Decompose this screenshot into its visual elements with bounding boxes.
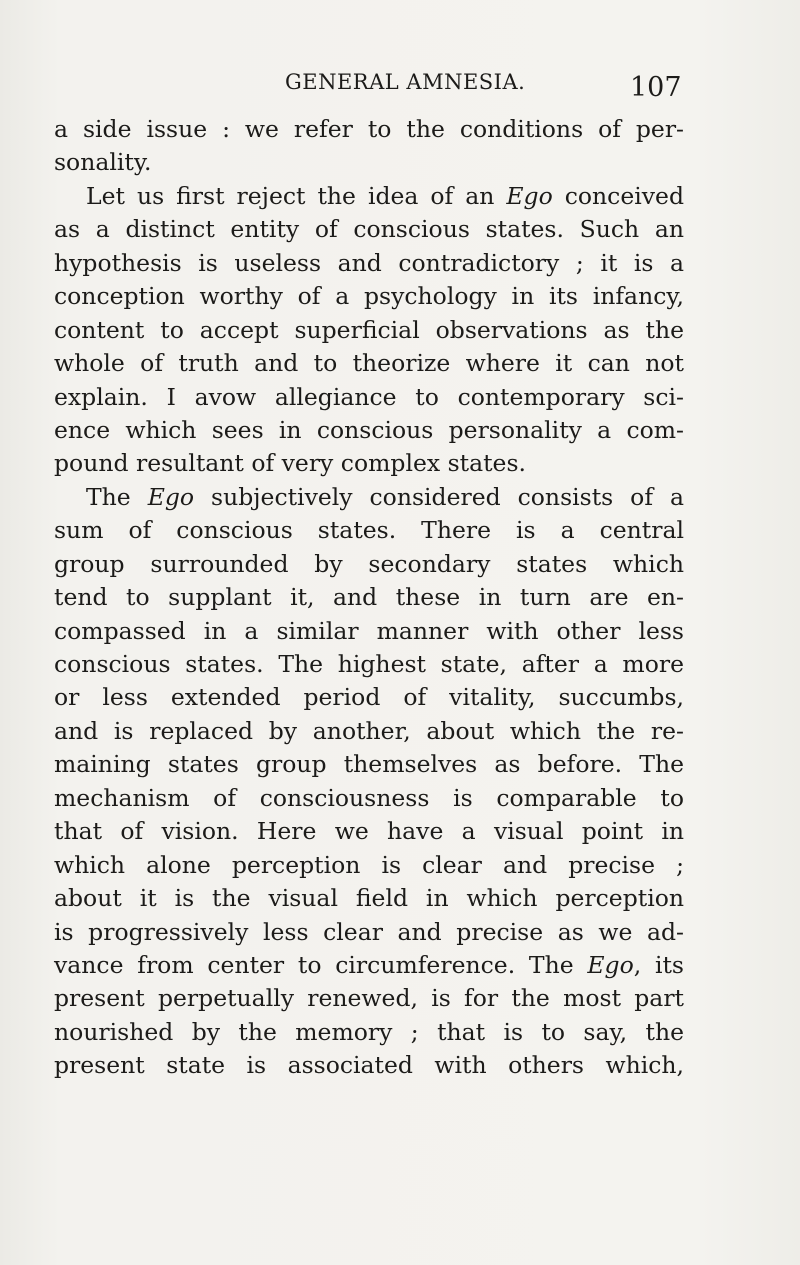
running-head: GENERAL AMNESIA. [285, 70, 526, 94]
text-line: vance from center to circumference. The Ego, its [54, 950, 684, 979]
text-line: or less extended period of vitality, succumbs, [54, 683, 684, 712]
italic-term: Ego [506, 181, 553, 210]
text-line: nourished by the memory ; that is to say, the [54, 1017, 684, 1046]
text-line: pound resultant of very complex states. [54, 449, 526, 478]
text-line: present perpetually renewed, is for the most part [54, 984, 684, 1013]
text-line: that of vision. Here we have a visual point in [54, 817, 684, 846]
text-line: mechanism of consciousness is comparable to [54, 783, 684, 812]
text-line: conscious states. The highest state, after a more [54, 650, 684, 678]
body-text [54, 113, 684, 1083]
text-line: tend to supplant it, and these in turn are en- [54, 583, 684, 612]
italic-term: Ego [147, 482, 195, 511]
text-line: explain. I avow allegiance to contemporary sci- [54, 382, 684, 411]
text-line: ence which sees in conscious personality a com- [54, 415, 684, 444]
text-line: about it is the visual field in which perception [54, 884, 684, 913]
text-line: hypothesis is useless and contradictory ; it is a [54, 248, 684, 277]
text-line: group surrounded by secondary states which [54, 549, 684, 578]
text-line: and is replaced by another, about which the re- [54, 716, 684, 745]
text-line: which alone perception is clear and precise ; [54, 850, 684, 879]
text-line: is progressively less clear and precise as we ad- [54, 917, 684, 946]
text-line: Let us first reject the idea of an Ego conceived [86, 181, 684, 210]
text-line: present state is associated with others which, [54, 1051, 684, 1080]
text-line: compassed in a similar manner with other less [54, 616, 684, 645]
text-line: sum of conscious states. There is a central [54, 516, 684, 545]
text-line: as a distinct entity of conscious states. Such an [54, 215, 684, 244]
text-line: The Ego subjectively considered consists of a [86, 482, 684, 511]
text-line: maining states group themselves as before. The [54, 750, 684, 779]
text-line: a side issue : we refer to the conditions of per- [54, 115, 684, 143]
text-line: content to accept superficial observations as the [54, 315, 684, 344]
page-header [0, 70, 800, 110]
italic-term: Ego [587, 950, 634, 979]
text-line: conception worthy of a psychology in its infancy, [54, 282, 684, 311]
page-number: 107 [630, 72, 682, 103]
text-line: sonality. [54, 148, 152, 177]
text-line: whole of truth and to theorize where it can not [54, 349, 684, 378]
